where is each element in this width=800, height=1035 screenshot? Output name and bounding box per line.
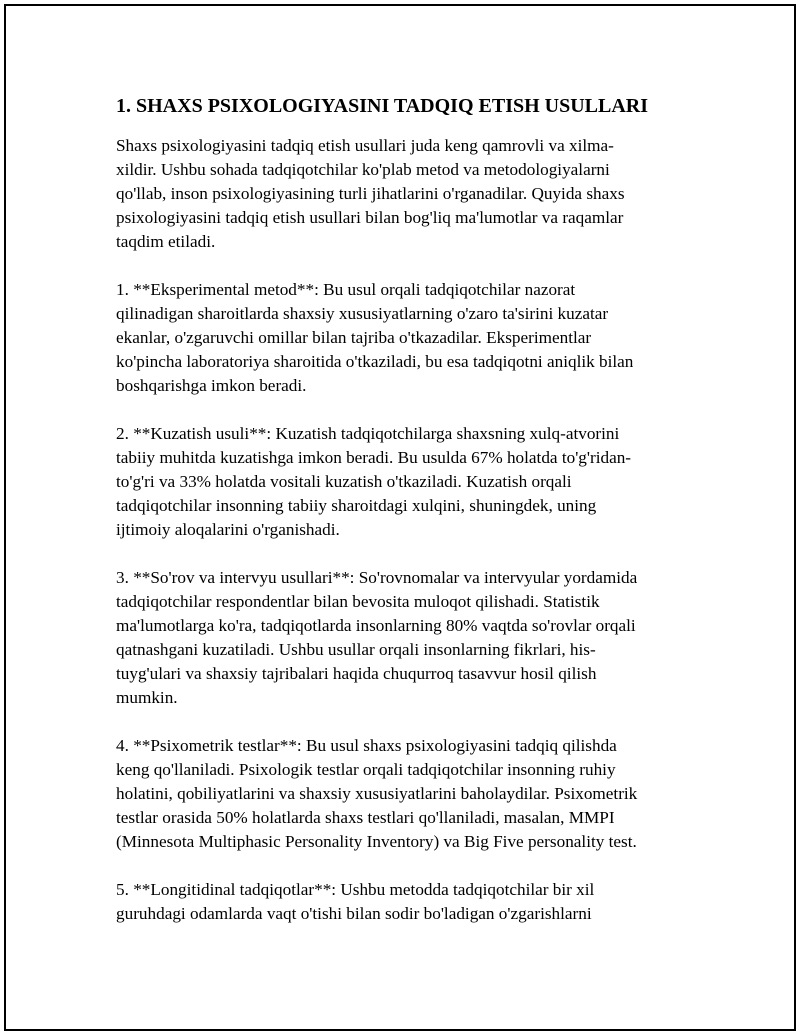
- paragraph-observation-method: 2. **Kuzatish usuli**: Kuzatish tadqiqotchilarga shaxsning xulq-atvorini tabiiy muhitda kuzatishga imkon beradi. Bu usulda 67% holatda to'g'ridan- to'g'ri va 33% holatda vositali kuzatish o'tkaziladi. Kuzatish orqali tadqiqotchilar insonning tabiiy sharoitdagi xulqini, shuningdek, uning ijtimoiy aloqalarini o'rganishadi.: [116, 424, 632, 539]
- page-title: 1. SHAXS PSIXOLOGIYASINI TADQIQ ETISH USULLARI: [116, 95, 649, 117]
- paragraph-psychometric-tests: 4. **Psixometrik testlar**: Bu usul shaxs psixologiyasini tadqiq qilishda keng qo'llaniladi. Psixologik testlar orqali tadqiqotchilar insonning ruhiy holatini, qobiliyatlarini va shaxsiy xususiyatlarini baholaydilar. Psixometrik testlar orasida 50% holatlarda shaxs testlari qo'llaniladi, masalan, MMPI (Minnesota Multiphasic Personality Inventory) va Big Five personality test.: [116, 736, 638, 851]
- paragraph-survey-interview: 3. **So'rov va intervyu usullari**: So'rovnomalar va intervyular yordamida tadqiqotchilar respondentlar bilan bevosita muloqot qilishadi. Statistik ma'lumotlarga ko'ra, tadqiqotlarda insonlarning 80% vaqtda so'rovlar orqali qatnashgani kuzatiladi. Ushbu usullar orqali insonlarning fikrlari, his- tuyg'ulari va shaxsiy tajribalari haqida chuqurroq tasavvur hosil qilish mumkin.: [116, 568, 638, 707]
- paragraph-experimental-method: 1. **Eksperimental metod**: Bu usul orqali tadqiqotchilar nazorat qilinadigan sharoitlarda shaxsiy xususiyatlarning o'zaro ta'sirini kuzatar ekanlar, o'zgaruvchi omillar bilan tajriba o'tkazadilar. Eksperimentlar ko'pincha laboratoriya sharoitida o'tkaziladi, bu esa tadqiqotni aniqlik bilan boshqarishga imkon beradi.: [116, 280, 634, 395]
- document-body: [116, 92, 696, 950]
- paragraph-longitudinal-studies: 5. **Longitidinal tadqiqotlar**: Ushbu metodda tadqiqotchilar bir xil guruhdagi odamlarda vaqt o'tishi bilan sodir bo'ladigan o'zgarishlarni: [116, 880, 595, 923]
- paragraph-intro: Shaxs psixologiyasini tadqiq etish usullari juda keng qamrovli va xilma- xildir. Ushbu sohada tadqiqotchilar ko'plab metod va metodologiyalarni qo'llab, inson psixologiyasining turli jihatlarini o'rganadilar. Quyida shaxs psixologiyasini tadqiq etish usullari bilan bog'liq ma'lumotlar va raqamlar taqdim etiladi.: [116, 136, 625, 251]
